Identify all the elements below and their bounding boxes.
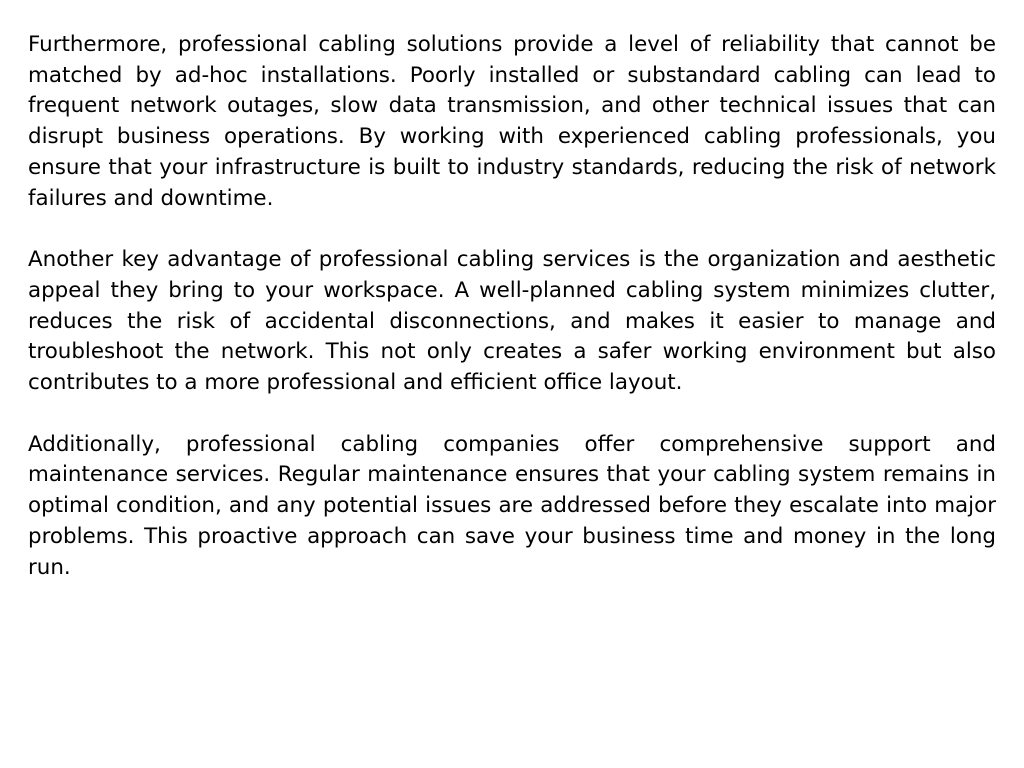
paragraph-reliability: Furthermore, professional cabling solutions provide a level of reliability that cannot be matched by ad-hoc installations. Poorly installed or substandard cabling can lead to frequent network outages, slow data transmission, and other technical issues that can disrupt business operations. By working with experienced cabling professionals, you ensure that your infrastructure is built to industry standards, reducing the risk of network failures and downtime. — [28, 32, 996, 211]
document-page — [28, 30, 996, 614]
paragraph-organization: Another key advantage of professional cabling services is the organization and aesthetic appeal they bring to your workspace. A well-planned cabling system minimizes clutter, reduces the risk of accidental disconnections, and makes it easier to manage and troubleshoot the network. This not only creates a safer working environment but also contributes to a more professional and efficient office layout. — [28, 247, 996, 396]
paragraph-maintenance: Additionally, professional cabling companies offer comprehensive support and maintenance services. Regular maintenance ensures that your cabling system remains in optimal condition, and any potential issues are addressed before they escalate into major problems. This proactive approach can save your business time and money in the long run. — [28, 431, 996, 580]
